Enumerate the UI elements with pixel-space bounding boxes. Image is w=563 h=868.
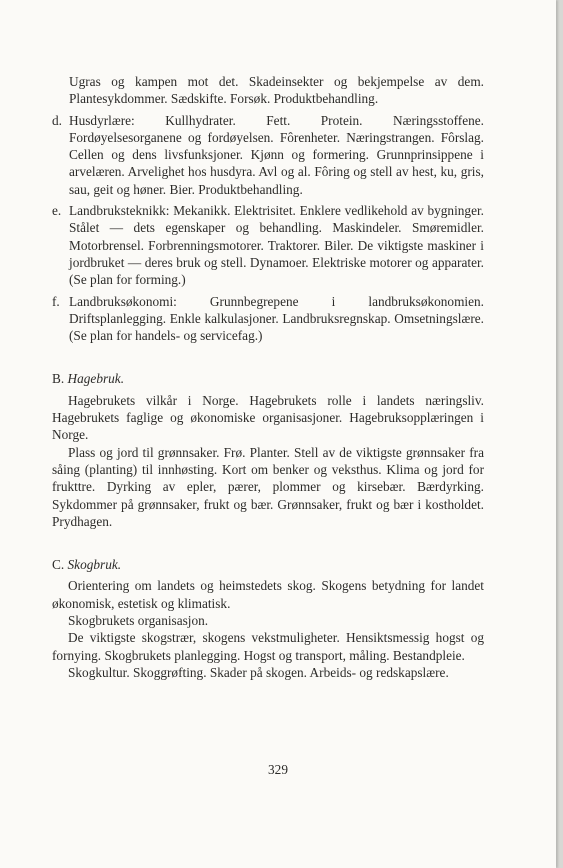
- section-title: Hagebruk.: [67, 371, 125, 387]
- list-item-f: [52, 293, 484, 345]
- list-item-d: [52, 112, 484, 198]
- paragraph: Plass og jord til grønnsaker. Frø. Planter. Stell av de viktigste grønnsaker fra såing (planting) til innhøsting. Kort om benker og veksthus. Klima og jord for frukttre. Dyrking av epler, pærer, plommer og kirsebær. Bærdyrking. Sykdommer på grønnsaker, frukt og bær. Grønnsaker, frukt og bær i kostholdet. Prydhagen.: [52, 444, 484, 529]
- item-text: Landbruksteknikk: Mekanikk. Elektrisitet. Enklere vedlikehold av bygninger. Stålet — dets egenskaper og behandling. Maskindeler. Smøremidler. Motorbrensel. Forbrenningsmotorer. Traktorer. Biler. De viktigste maskiner i jordbruket — deres bruk og stell. Dynamoer. Elektriske motorer og apparater. (Se plan for forming.): [69, 203, 484, 288]
- item-marker: d.: [52, 112, 62, 128]
- section-heading-b: [52, 370, 484, 387]
- page-number: 329: [268, 762, 288, 777]
- item-text: Landbruksøkonomi: Grunnbegrepene i landbruksøkonomien. Driftsplanlegging. Enkle kalkulasjoner. Landbruksregnskap. Omsetningslære. (Se plan for handels- og servicefag.): [69, 293, 484, 344]
- item-marker: f.: [52, 293, 60, 309]
- text-column: [52, 73, 484, 681]
- list-item-e: [52, 202, 484, 288]
- paragraph: Skogbrukets organisasjon.: [68, 613, 209, 629]
- paragraph: Skogkultur. Skoggrøfting. Skader på skogen. Arbeids- og redskapslære.: [68, 664, 449, 680]
- paragraph: De viktigste skogstrær, skogens vekstmuligheter. Hensiktsmessig hogst og fornying. Skogbrukets planlegging. Hogst og transport, måling. Bestandpleie.: [52, 630, 484, 663]
- list-item-continuation: [52, 73, 484, 108]
- section-letter: C.: [52, 557, 65, 573]
- item-marker: e.: [52, 203, 62, 219]
- section-heading-c: [52, 556, 484, 573]
- paragraph: Hagebrukets vilkår i Norge. Hagebrukets rolle i landets næringsliv. Hagebrukets faglige og økonomiske organisasjoner. Hagebruksopplæringen i Norge.: [52, 392, 484, 443]
- item-text: Ugras og kampen mot det. Skadeinsekter og bekjempelse av dem. Plantesykdommer. Sædskifte. Forsøk. Produktbehandling.: [69, 74, 484, 107]
- paragraph: Orientering om landets og heimstedets skog. Skogens betydning for landet økonomisk, estetisk og klimatisk.: [52, 578, 484, 611]
- section-letter: B.: [52, 371, 65, 387]
- section-title: Skogbruk.: [67, 557, 122, 573]
- item-text: Husdyrlære: Kullhydrater. Fett. Protein. Næringsstoffene. Fordøyelsesorganene og fordøyelsen. Fôrenheter. Næringstrangen. Fôrslag. Cellen og dens livsfunksjoner. Kjønn og formering. Grunnprinsippene i arvelæren. Arvelighet hos husdyra. Avl og al. Fôring og stell av hest, ku, gris, sau, geit og høner. Bier. Produktbehandling.: [69, 112, 484, 197]
